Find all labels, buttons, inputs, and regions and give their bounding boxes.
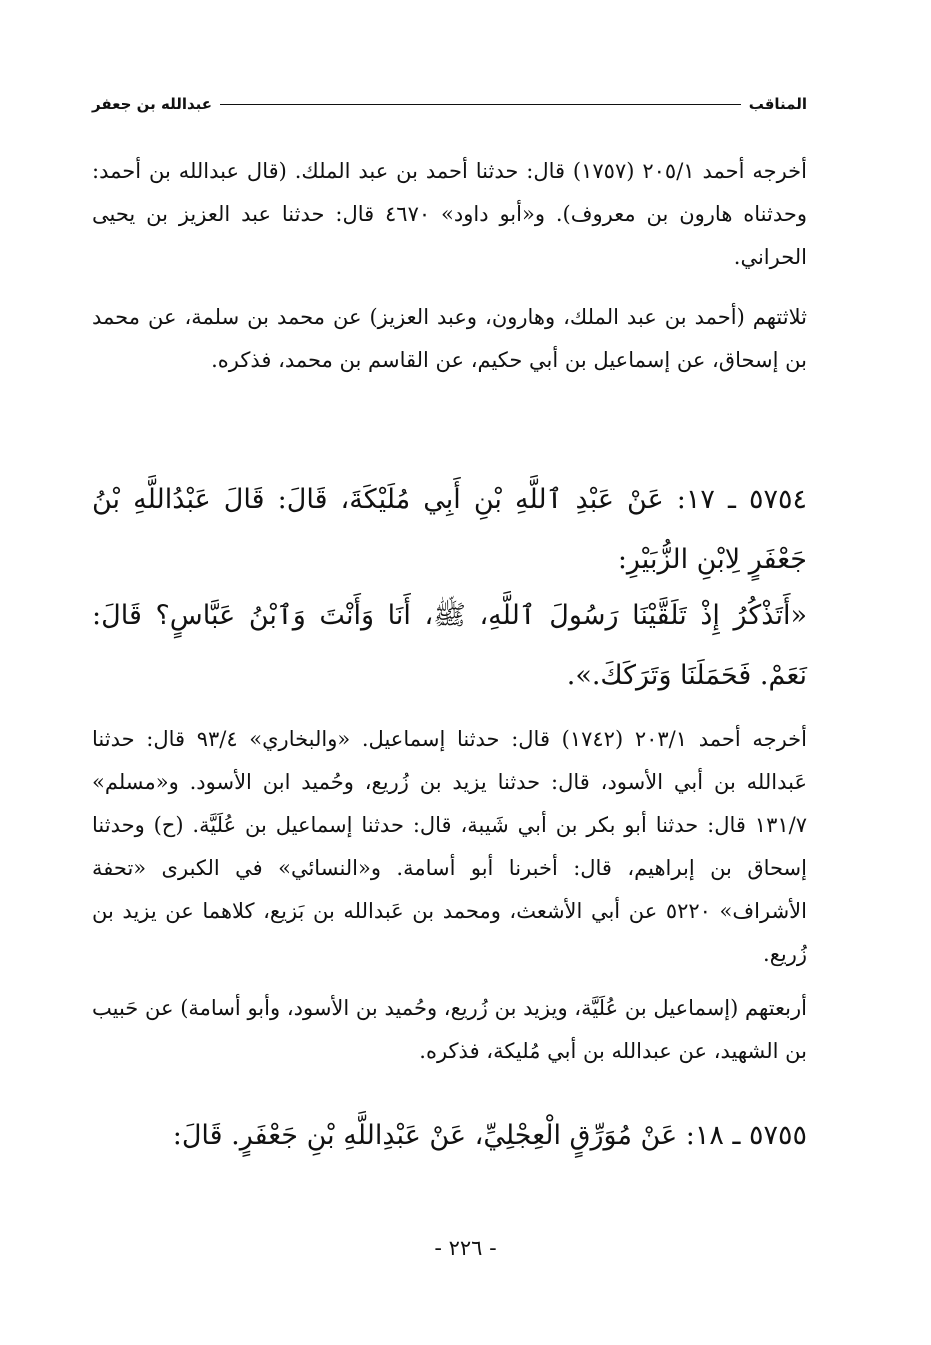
- hadith-5755-heading: ٥٧٥٥ ـ ١٨: عَنْ مُوَرِّقٍ الْعِجْلِيِّ، عَنْ عَبْدِاللَّهِ بْنِ جَعْفَرٍ. قَالَ:: [172, 1120, 807, 1151]
- hadith-5754-heading: ٥٧٥٤ ـ ١٧: عَنْ عَبْدِ ٱللَّهِ بْنِ أَبِي مُلَيْكَةَ، قَالَ: قَالَ عَبْدُاللَّهِ بْنُ جَعْفَرٍ لِابْنِ الزُّبَيْرِ:: [92, 484, 808, 575]
- running-head-chapter: عبدالله بن جعفر: [92, 95, 213, 113]
- hadith-5754-matn: «أَتَذْكُرُ إِذْ تَلَقَّيْنَا رَسُولَ ٱللَّهِ، ﷺ، أَنَا وَأَنْتَ وَٱبْنُ عَبَّاسٍ؟ قَالَ: نَعَمْ. فَحَمَلَنَا وَتَرَكَكَ.».: [92, 600, 807, 691]
- running-head: [92, 92, 807, 116]
- running-head-rule: [220, 104, 741, 105]
- running-head-section: المناقب: [748, 95, 807, 113]
- isnad-summary-paragraph-2: أربعتهم (إسماعيل بن عُلَيَّة، ويزيد بن زُريع، وحُميد بن الأسود، وأبو أسامة) عن حَبيب بن الشهيد، عن عبدالله بن أبي مُليكة، فذكره.: [92, 996, 807, 1063]
- takhrij-paragraph-2: أخرجه أحمد ٢٠٣/١ (١٧٤٢) قال: حدثنا إسماعيل. «والبخاري» ٩٣/٤ قال: حدثنا عَبدالله بن أبي الأسود، قال: حدثنا يزيد بن زُريع، وحُميد ابن الأسود. و«مسلم» ١٣١/٧ قال: حدثنا أبو بكر بن أبي شَيبة، قال: حدثنا إسماعيل بن عُلَيَّة. (ح) وحدثنا إسحاق بن إبراهيم، قال: أخبرنا أبو أسامة. و«النسائي» في الكبرى «تحفة الأشراف» ٥٢٢٠ عن أبي الأشعث، ومحمد بن عَبدالله بن بَزيع، كلاهما عن يزيد بن زُريع.: [92, 727, 807, 966]
- takhrij-paragraph-1: أخرجه أحمد ٢٠٥/١ (١٧٥٧) قال: حدثنا أحمد بن عبد الملك. (قال عبدالله بن أحمد: وحدثناه هارون بن معروف). و«أبو داود» ٤٦٧٠ قال: حدثنا عبد العزيز بن يحيى الحراني.: [92, 159, 808, 269]
- page-number: - ٢٢٦ -: [434, 1236, 497, 1260]
- isnad-summary-paragraph-1: ثلاثتهم (أحمد بن عبد الملك، وهارون، وعبد العزيز) عن محمد بن سلمة، عن محمد بن إسحاق، عن إسماعيل بن أبي حكيم، عن القاسم بن محمد، فذكره.: [92, 305, 807, 372]
